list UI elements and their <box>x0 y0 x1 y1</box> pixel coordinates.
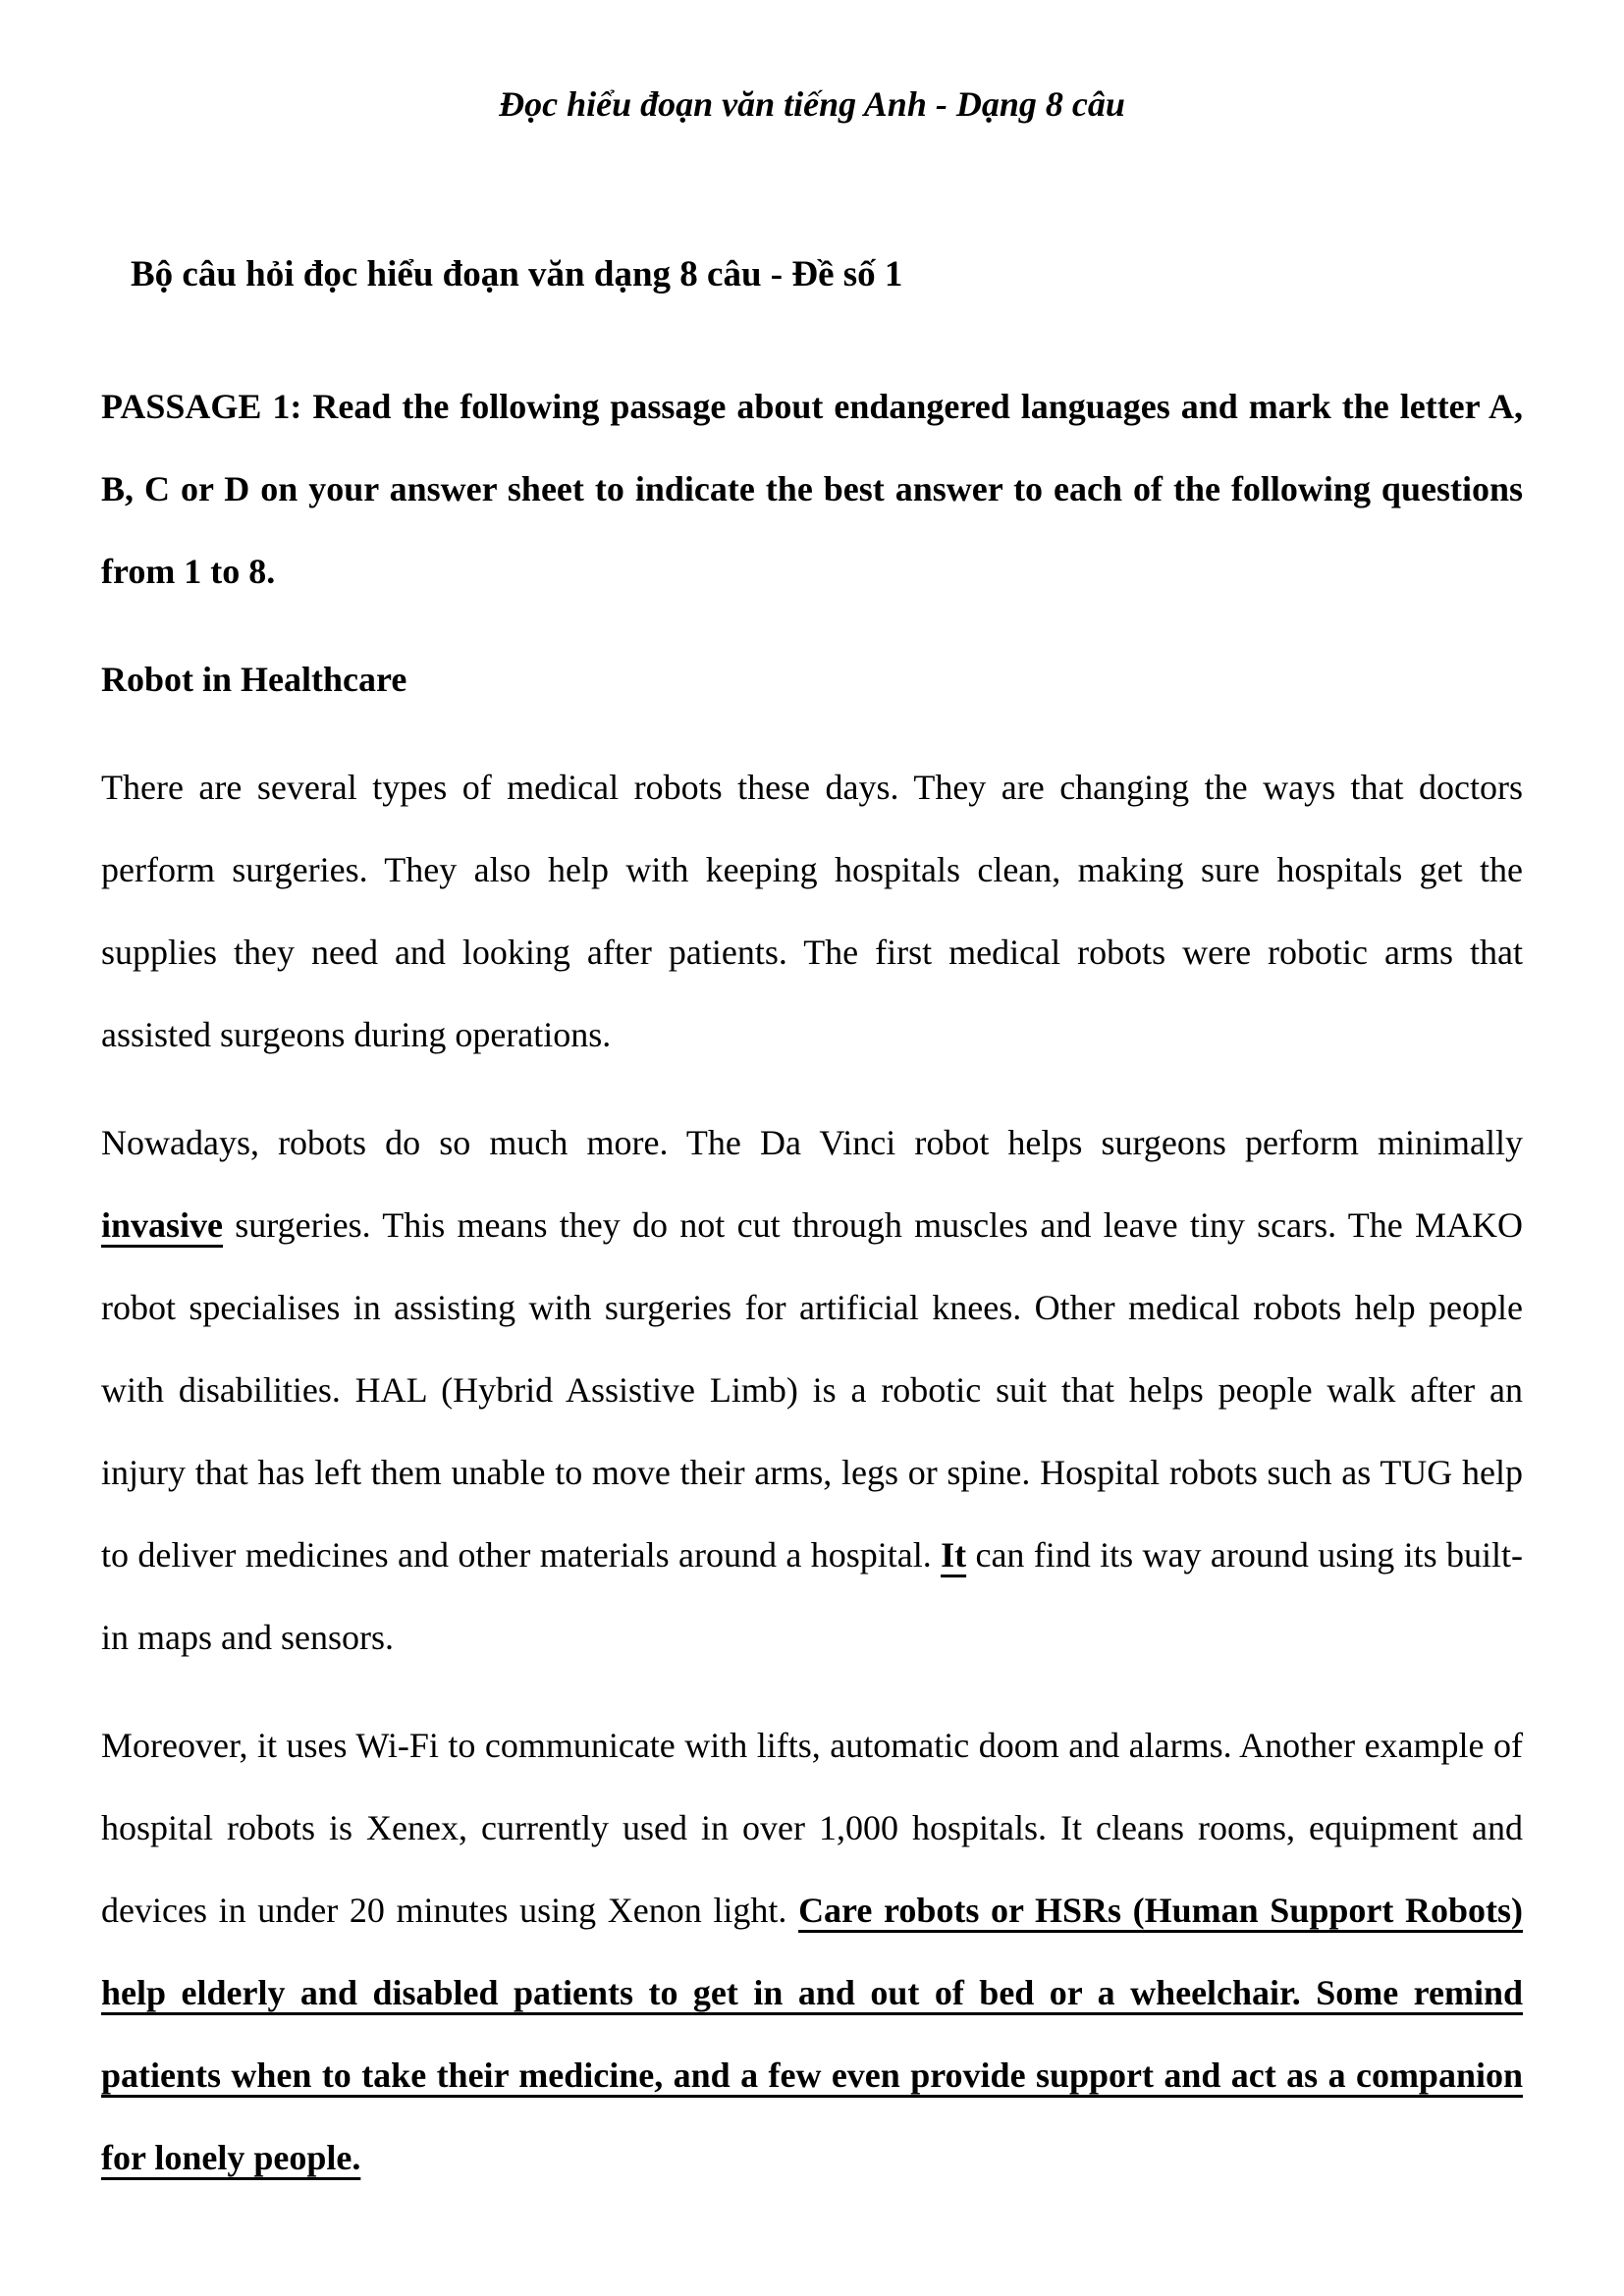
passage-text: surgeries. This means they do not cut through muscles and leave tiny scars. The MAKO robot specialises in assisting with surgeries for artificial knees. Other medical robots help people with disabilities. HAL (Hybrid Assistive Limb) is a robotic suit that helps people walk after an injury that has left them unable to move their arms, legs or spine. Hospital robots such as TUG help to deliver medicines and other materials around a hospital. <box>101 1205 1523 1575</box>
passage-paragraph-3 <box>101 1704 1523 2199</box>
document-subtitle: Bộ câu hỏi đọc hiểu đoạn văn dạng 8 câu - Đề số 1 <box>131 254 903 294</box>
document-title: Đọc hiểu đoạn văn tiếng Anh - Dạng 8 câu <box>499 84 1125 124</box>
passage-text: There are several types of medical robots these days. They are changing the ways that doctors perform surgeries. They also help with keeping hospitals clean, making sure hospitals get the supplies they need and looking after patients. The first medical robots were robotic arms that assisted surgeons during operations. <box>101 768 1523 1054</box>
passage-paragraph-2 <box>101 1101 1523 1679</box>
emphasized-passage-text: It <box>941 1535 967 1575</box>
emphasized-passage-text: invasive <box>101 1205 224 1245</box>
passage-text: Nowadays, robots do so much more. The Da Vinci robot helps surgeons perform minimally <box>101 1123 1523 1162</box>
emphasized-passage-text: Care robots or HSRs (Human Support Robots) help elderly and disabled patients to get in and out of bed or a wheelchair. Some remind patients when to take their medicine, and a few even provide support and act as a companion for lonely people. <box>101 1891 1524 2177</box>
passage-paragraph-1 <box>101 746 1523 1076</box>
passage-instruction: PASSAGE 1: Read the following passage about endangered languages and mark the letter A, B, C or D on your answer sheet to indicate the best answer to each of the following questions from 1 to 8. <box>101 387 1523 591</box>
passage-text: Moreover, it uses Wi-Fi to communicate with lifts, automatic doom and alarms. Another example of hospital robots is Xenex, currently used in over 1,000 hospitals. It cleans rooms, equipment and devices in under 20 minutes using Xenon light. <box>101 1726 1523 1930</box>
passage-heading: Robot in Healthcare <box>101 660 407 699</box>
passage-text: can find its way around using its built-in maps and sensors. <box>101 1535 1523 1657</box>
